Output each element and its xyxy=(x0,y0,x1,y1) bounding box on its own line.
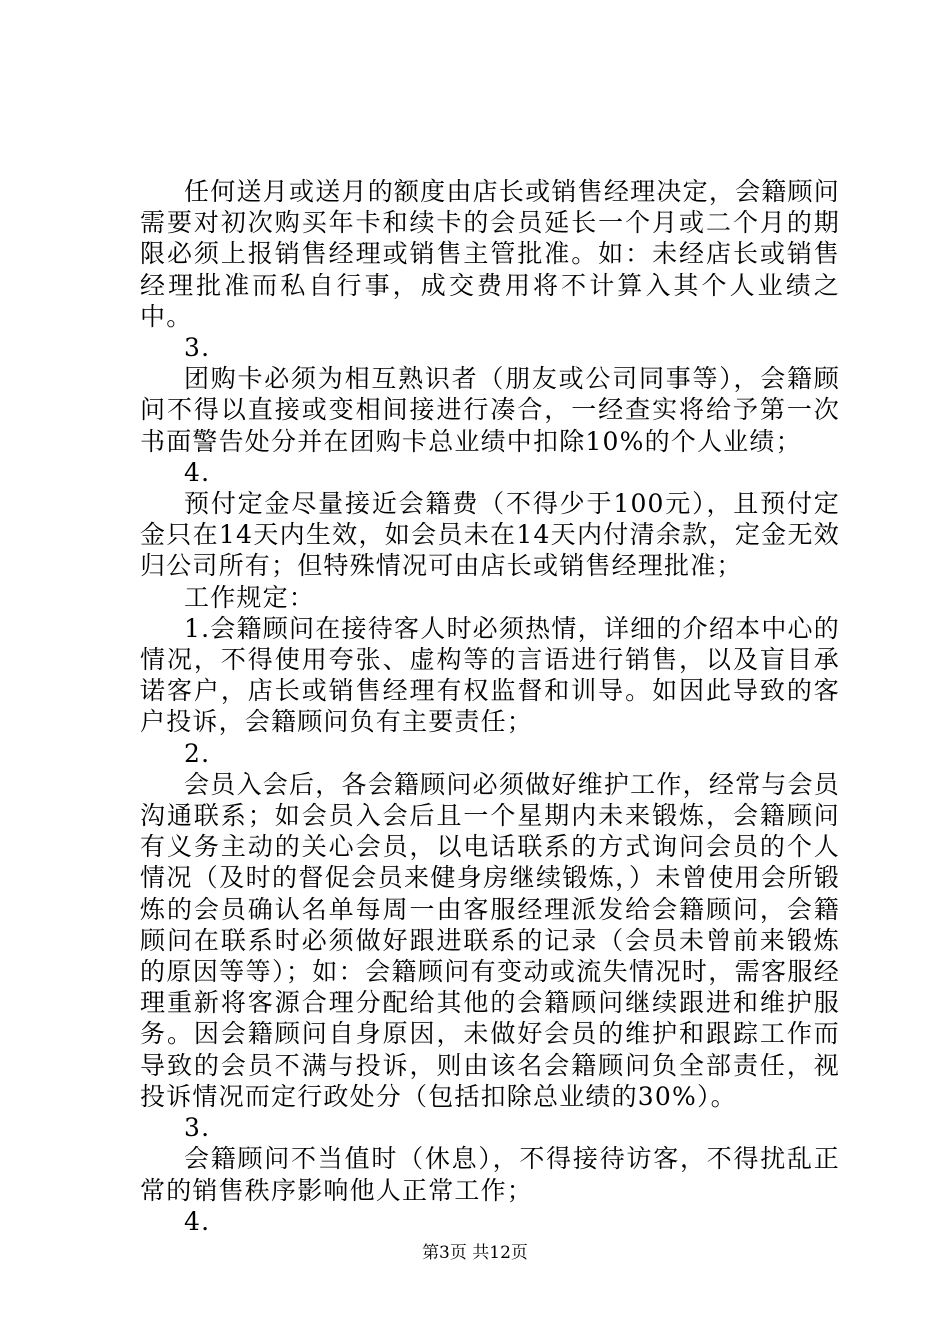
item-number-2: 2. xyxy=(184,738,211,768)
document-body xyxy=(140,176,840,1237)
paragraph-group-card-rule: 团购卡必须为相互熟识者（朋友或公司同事等），会籍顾问不得以直接或变相间接进行凑合，一经查实将给予第一次书面警告处分并在团购卡总业绩中扣除10%的个人业绩； xyxy=(140,364,840,456)
page-footer: 第3页 共12页 xyxy=(422,1243,528,1263)
section-heading-work-rules: 工作规定： xyxy=(184,582,316,612)
item-number-4-second: 4. xyxy=(184,1206,211,1236)
paragraph-member-maintenance-rule: 会员入会后，各会籍顾问必须做好维护工作，经常与会员沟通联系；如会员入会后且一个星期内未来锻炼，会籍顾问有义务主动的关心会员，以电话联系的方式询问会员的个人情况（及时的督促会员来健身房继续锻炼，）未曾使用会所锻炼的会员确认名单每周一由客服经理派发给会籍顾问，会籍顾问在联系时必须做好跟进联系的记录（会员未曾前来锻炼的原因等等）；如：会籍顾问有变动或流失情况时，需客服经理重新将客源合理分配给其他的会籍顾问继续跟进和维护服务。因会籍顾问自身原因，未做好会员的维护和跟踪工作而导致的会员不满与投诉，则由该名会籍顾问负全部责任，视投诉情况而定行政处分（包括扣除总业绩的30%）。 xyxy=(140,769,840,1111)
paragraph-off-duty-rule: 会籍顾问不当值时（休息），不得接待访客，不得扰乱正常的销售秩序影响他人正常工作； xyxy=(140,1144,840,1205)
item-number-4: 4. xyxy=(184,457,211,487)
paragraph-deposit-rule: 预付定金尽量接近会籍费（不得少于100元），且预付定金只在14天内生效，如会员未在14天内付清余款，定金无效归公司所有；但特殊情况可由店长或销售经理批准； xyxy=(140,489,840,581)
item-number-3-second: 3. xyxy=(184,1113,211,1143)
paragraph-reception-rule: 1.会籍顾问在接待客人时必须热情，详细的介绍本中心的情况，不得使用夸张、虚构等的言语进行销售，以及盲目承诺客户，店长或销售经理有权监督和训导。如因此导致的客户投诉，会籍顾问负有主要责任； xyxy=(140,613,840,737)
item-number-3: 3. xyxy=(184,333,211,363)
paragraph-gift-month-rule: 任何送月或送月的额度由店长或销售经理决定，会籍顾问需要对初次购买年卡和续卡的会员延长一个月或二个月的期限必须上报销售经理或销售主管批准。如：未经店长或销售经理批准而私自行事，成交费用将不计算入其个人业绩之中。 xyxy=(140,177,840,331)
